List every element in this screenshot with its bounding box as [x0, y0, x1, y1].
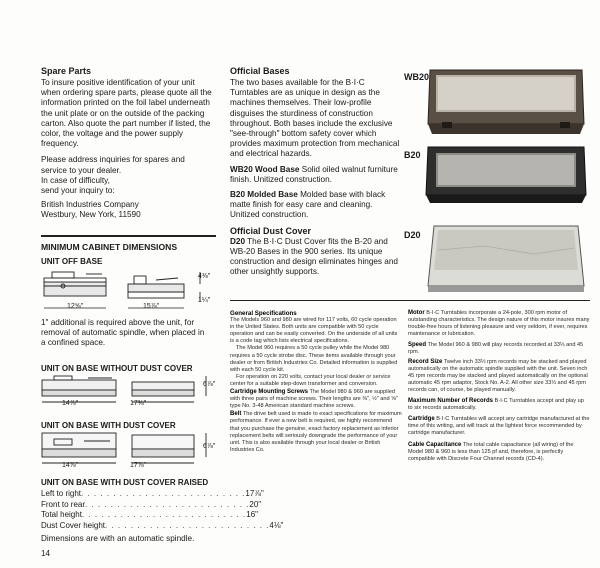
without-cover-depth: 17⅜" — [130, 400, 147, 407]
off-base-depth: 15⅞" — [143, 303, 160, 310]
without-cover-height: 6⅞" — [203, 381, 216, 388]
official-bases-title: Official Bases — [230, 66, 290, 76]
with-cover-label: UNIT ON BASE WITH DUST COVER — [41, 421, 176, 430]
general-specs-section — [230, 310, 402, 454]
d20-photo-label: D20 — [404, 230, 421, 240]
dimension-row: Front to rear . . . . . . . . . . . . . . . . . . . . . . . . . . 20" — [41, 499, 262, 509]
max-records-paragraph: Maximum Number of Records B·I·C Turntables accept and play up to six records automatically. — [408, 398, 584, 412]
wb20-base-photo — [424, 62, 589, 137]
off-base-height-top: 4⅜" — [198, 273, 211, 280]
dimension-row: Total height . . . . . . . . . . . . . . . . . . . . . . . . . . 16" — [41, 510, 259, 520]
cabinet-top-rule — [41, 235, 216, 237]
wb20-text: Solid oiled walnut furniture finish. Unitized construction. — [230, 164, 398, 184]
b20-base-photo — [424, 143, 589, 208]
dimension-row: Dust Cover height . . . . . . . . . . . . . . . . . . . . . . . . . . 4⅛" — [41, 520, 284, 530]
dimension-row: Left to right . . . . . . . . . . . . . . . . . . . . . . . . . . 17⅞" — [41, 489, 264, 498]
spare-parts-section — [41, 66, 213, 221]
with-cover-height: 6⅞" — [203, 443, 216, 450]
d20-cover-photo — [424, 220, 589, 296]
cable-capacitance-paragraph: Cable Capacitance The total cable capacitance (all wiring) of the Model 980 & 960 is less than 125 pf and, therefore, is perfectly compatible with Discrete Four Channel records (CD-4). — [408, 441, 574, 462]
spare-parts-inquiries — [41, 155, 213, 196]
raised-label: UNIT ON BASE WITH DUST COVER RAISED — [41, 478, 209, 487]
cartridge-paragraph: Cartridge B·I·C Turntables will accept any cartridge manufactured at the time of this writing, and will track at the lightest force recommended by cartridge manufacturer. — [408, 416, 590, 437]
off-base-height-bottom: 1¼" — [198, 297, 211, 304]
belt-paragraph: Belt The drive belt used is made to exact specifications for maximum performance. If ever a new belt is required, we highly recommend that you purchase the genuine, exact factory replacement as inferior replacement belts will seriously downgrade the performance of your unit. This is also available through your local dealer or British Industries Co. — [230, 411, 402, 453]
raised-dimensions-list — [41, 489, 284, 531]
b20-description — [230, 190, 400, 221]
wb20-photo-label: WB20 — [404, 72, 430, 82]
spare-parts-paragraph: To insure positive identification of your unit when ordering spare parts, please quote all the information printed on the foil label underneath the unit plate or on the outside of the packing carton. Also quote the part number if listed, the color, the voltage and the power supply frequency. — [41, 78, 212, 149]
record-size-paragraph: Record Size Twelve inch 33⅓ rpm records may be stacked and played automatically on the automatic spindle supplied with the unit. Seven inch 45 rpm records may be stacked and played automatically on the optional automatic 45 rpm adaptor, Stock No. A-2. All other size 33⅓ and 45 rpm records can, of course, be played manually. — [408, 358, 588, 393]
dust-cover-model: D20 — [230, 236, 246, 246]
min-cabinet-title: MINIMUM CABINET DIMENSIONS — [41, 242, 178, 252]
b20-title: B20 Molded Base — [230, 190, 298, 200]
address-line: British Industries Company — [41, 200, 139, 210]
b20-photo-label: B20 — [404, 150, 421, 160]
without-cover-width: 14⅞" — [62, 400, 79, 407]
without-cover-label: UNIT ON BASE WITHOUT DUST COVER — [41, 364, 193, 373]
general-specs-text-2: The Model 960 requires a 50 cycle pulley while the Model 980 requires a 50 cycle strobe disc. These items available through your dealer or from British Industries Co. Detailed information is supplied with each 50 cycle kit. — [230, 345, 398, 373]
with-cover-depth: 17⅞" — [130, 462, 147, 469]
b20-text: Molded base with black matte finish for easy care and cleaning. Unitized construction. — [230, 190, 386, 220]
company-address — [41, 200, 213, 220]
inquiry-line: In case of difficulty, — [41, 175, 110, 185]
spare-parts-title: Spare Parts — [41, 66, 92, 76]
general-specs-text-3: For operation on 220 volts, contact your local dealer or service center for a suitable step-down transformer and conversion. — [230, 373, 391, 387]
wb20-description — [230, 165, 400, 185]
dimensions-footnote: Dimensions are with an automatic spindle. — [41, 534, 195, 543]
cartridge-screws-paragraph: Cartridge Mounting Screws The Model 980 & 960 are supplied with three pairs of machine screws. Their lengths are ⅜", ½" and ⅝" type No. 3-48 American standard machine screws. — [230, 389, 398, 410]
page-number: 14 — [41, 549, 51, 558]
spindle-clearance-note: 1" additional is required above the unit, for removal of automatic spindle, when placed in a confined space. — [41, 318, 205, 348]
official-bases-paragraph: The two bases available for the B·I·C Turntables are as unique in design as the machines themselves. Their low-profile disguises the sturdiness of construction throughout. Both bases include the exclusive "see-through" bottom safety cover which provides maximum protection from mechanical and electrical hazards. — [230, 78, 400, 159]
motor-paragraph: Motor B·I·C Turntables incorporate a 24-pole, 300 rpm motor of outstanding characteristics. The design nature of this motor insures many trouble-free hours of listening pleasure and very seldom, if ever, requires maintenance or lubrication. — [408, 310, 590, 338]
off-base-width: 12⅝" — [67, 303, 84, 310]
unit-off-base-label: UNIT OFF BASE — [41, 257, 103, 266]
motor-specs-section — [408, 310, 590, 463]
specs-top-rule — [230, 300, 590, 301]
dust-cover-title: Official Dust Cover — [230, 225, 312, 236]
official-bases-section — [230, 66, 400, 277]
general-specs-title: General Specifications — [230, 310, 297, 317]
with-cover-width: 14⅞" — [62, 462, 79, 469]
inquiry-line: Please address inquiries for spares and — [41, 155, 185, 165]
general-specs-text-1: The Models 960 and 980 are wired for 117 volts, 60 cycle operation in the United States. Both units are compatible with 50 cycle operation and can be easily converted. On the underside of all units is a code tag which lists electrical specifications. — [230, 317, 398, 345]
inquiry-line: service to your dealer. — [41, 165, 122, 175]
wb20-title: WB20 Wood Base — [230, 164, 300, 174]
dust-cover-description — [230, 237, 400, 278]
inquiry-line: send your inquiry to: — [41, 186, 115, 196]
address-line: Westbury, New York, 11590 — [41, 210, 141, 220]
dust-cover-text: The B·I·C Dust Cover fits the B-20 and WB-20 Bases in the 900 series. Its unique construction and design eliminates hinges and other unsightly supports. — [230, 236, 398, 277]
speed-paragraph: Speed The Model 960 & 980 will play records recorded at 33⅓ and 45 rpm. — [408, 342, 584, 356]
